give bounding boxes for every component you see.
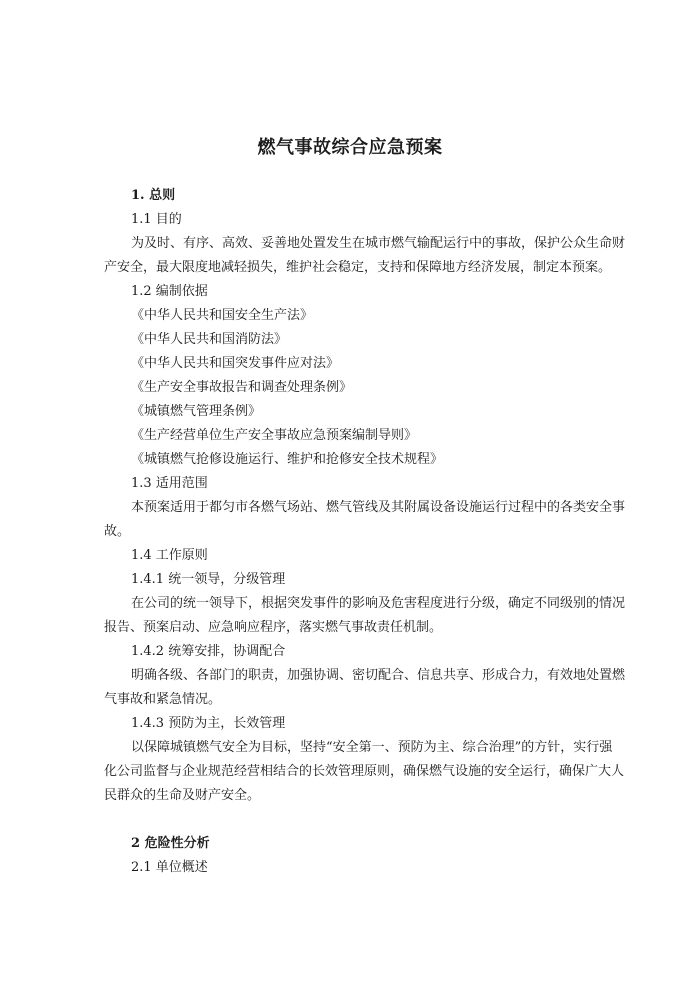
reference-item: 《城镇燃气抢修设施运行、维护和抢修安全技术规程》 (131, 452, 444, 467)
reference-item: 《中华人民共和国安全生产法》 (131, 308, 314, 323)
paragraph-line: 气事故和紧急情况。 (104, 692, 222, 707)
section-1-4-2-heading: 1.4.2 统筹安排，协调配合 (131, 644, 286, 659)
section-1-heading: 1. 总则 (131, 188, 176, 203)
section-1-4-1-heading: 1.4.1 统一领导，分级管理 (131, 572, 286, 587)
paragraph-line: 民群众的生命及财产安全。 (104, 788, 261, 803)
reference-item: 《中华人民共和国消防法》 (131, 332, 288, 347)
reference-item: 《生产安全事故报告和调查处理条例》 (131, 380, 353, 395)
section-2-1-heading: 2.1 单位概述 (131, 860, 208, 875)
section-1-4-3-heading: 1.4.3 预防为主，长效管理 (131, 716, 286, 731)
section-1-4-heading: 1.4 工作原则 (131, 548, 208, 563)
reference-item: 《城镇燃气管理条例》 (131, 404, 262, 419)
section-1-1-heading: 1.1 目的 (131, 212, 182, 227)
section-2-heading: 2 危险性分析 (131, 836, 210, 851)
reference-item: 《生产经营单位生产安全事故应急预案编制导则》 (131, 428, 418, 443)
reference-item: 《中华人民共和国突发事件应对法》 (131, 356, 340, 371)
paragraph-line: 本预案适用于都匀市各燃气场站、燃气管线及其附属设备设施运行过程中的各类安全事 (131, 500, 626, 515)
document-title: 燃气事故综合应急预案 (257, 137, 443, 158)
paragraph-line: 在公司的统一领导下，根据突发事件的影响及危害程度进行分级，确定不同级别的情况 (131, 596, 626, 611)
paragraph-line: 化公司监督与企业规范经营相结合的长效管理原则，确保燃气设施的安全运行，确保广大人 (104, 764, 625, 779)
paragraph-line: 故。 (104, 524, 131, 539)
paragraph-line: 为及时、有序、高效、妥善地处置发生在城市燃气输配运行中的事故，保护公众生命财 (131, 236, 626, 251)
paragraph-line: 明确各级、各部门的职责，加强协调、密切配合、信息共享、形成合力，有效地处置燃 (131, 668, 626, 683)
paragraph-line: 报告、预案启动、应急响应程序，落实燃气事故责任机制。 (104, 620, 443, 635)
section-1-2-heading: 1.2 编制依据 (131, 284, 208, 299)
section-1-3-heading: 1.3 适用范围 (131, 476, 208, 491)
paragraph-line: 产安全，最大限度地减轻损失，维护社会稳定，支持和保障地方经济发展，制定本预案。 (104, 260, 612, 275)
paragraph-line: 以保障城镇燃气安全为目标，坚持“安全第一、预防为主、综合治理”的方针，实行强 (131, 740, 613, 755)
